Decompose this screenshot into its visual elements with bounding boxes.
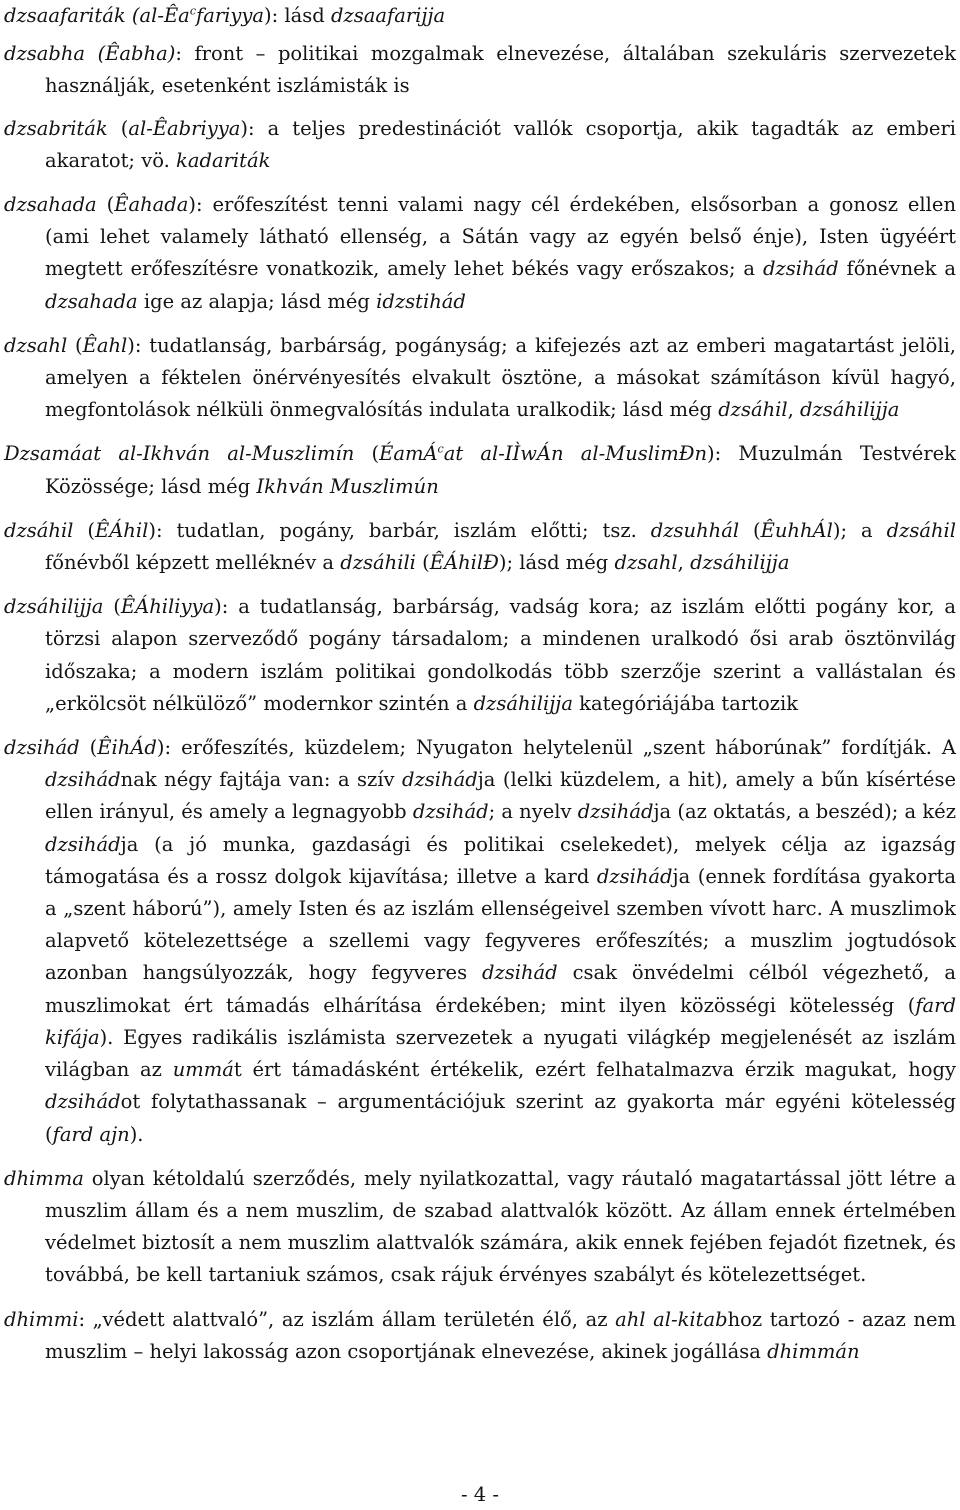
entry-text: ( xyxy=(73,518,95,542)
entry-text: t ért támadásként értékelik, ezért felhatalmazva érzik magukat, hogy xyxy=(233,1058,956,1082)
entry-text: nak négy fajtája van: a szív xyxy=(120,768,403,792)
entry-text: ( xyxy=(79,736,98,760)
entry-text: ( xyxy=(67,333,83,357)
italic-term: c xyxy=(189,4,196,18)
entry-text: ( xyxy=(739,518,761,542)
italic-term: ÊihÁd xyxy=(97,736,157,760)
italic-term: dzsahada xyxy=(45,289,138,313)
entry-text: ): tudatlan, pogány, barbár, iszlám előtti; tsz. xyxy=(148,518,651,542)
italic-term: dzsáhili xyxy=(340,551,416,575)
italic-term: dzsáhil xyxy=(718,398,788,422)
italic-term: dzsuhhál xyxy=(650,518,740,542)
entry-text: ): a tudatlanság, barbárság, vadság kora; az iszlám előtti pogány kor, a törzsi alapon szerveződő pogány társadalom; a mindenen uralkodó ősi arab ösztönvilág időszaka; a modern iszlám politikai gondolkodás több szerzője szerint a vallástalan és „erkölcsöt nélkülöző” modernkor szintén a xyxy=(45,595,957,715)
glossary-entries xyxy=(4,0,956,1368)
italic-term: dzsihád xyxy=(45,768,121,792)
entry-text: ja (ennek fordítása gyakorta a „szent háború”), amely Isten és az iszlám ellenségeivel szemben vívott harc. A muszlimok alapvető kötelezettsége a szellemi vagy fegyveres erőfeszítés; a muszlim jogtudósok azonban hangsúlyozzák, hogy fegyveres xyxy=(45,864,956,985)
italic-term: ÊuhhÁl xyxy=(760,518,833,542)
entry-text: ): erőfeszítés, küzdelem; Nyugaton helytelenül „szent háborúnak” fordítják. A xyxy=(156,736,957,760)
italic-term: ÉamÁ xyxy=(379,442,438,466)
entry-text: ( xyxy=(103,595,121,619)
italic-term: dzsabha (Êabha) xyxy=(4,42,176,66)
italic-term: dhimmi xyxy=(4,1307,79,1331)
entry-text: ). Egyes radikális iszlámista szervezetek a nyugati világkép megjelenését az iszlám világban az xyxy=(45,1025,956,1082)
italic-term: fard ajn xyxy=(52,1122,130,1146)
italic-term: ÊÁhiliyya xyxy=(120,595,215,619)
entry-text: ): Muzulmán Testvérek Közössége; lásd még xyxy=(45,442,956,498)
entry-text: ige az alapja; lásd még xyxy=(137,289,377,313)
entry-text: ): a teljes predestinációt vallók csoportja, akik tagadták az emberi akaratot; vö. xyxy=(45,116,957,172)
entry-text: ): lásd xyxy=(264,4,331,27)
entry-text: ): tudatlanság, barbárság, pogányság; a kifejezés azt az emberi magatartást jelöli, amelyen a féktelen önérvényesítés elvakult ösztöne, a másokat számításon kívül hagyó, megfontolások nélküli önmegvalósítás indulata uralkodik; lásd még xyxy=(45,333,956,422)
italic-term: ahl al-kitab xyxy=(615,1307,728,1331)
italic-term: dzsahl xyxy=(614,551,678,575)
italic-term: al-Êabriyya xyxy=(128,116,241,140)
glossary-entry-dzsihad xyxy=(4,732,956,1151)
glossary-entry-dzsahilijja xyxy=(4,591,956,720)
italic-term: kadariták xyxy=(176,148,271,172)
italic-term: Ikhván Muszlimún xyxy=(256,474,439,498)
entry-text: ); a xyxy=(832,518,887,542)
entry-text: ( xyxy=(415,551,430,575)
glossary-entry-dzsaafaritak xyxy=(4,0,956,32)
entry-text: : front – politikai mozgalmak elnevezése, általában szekuláris szervezetek használják, esetenként iszlámisták is xyxy=(45,42,957,98)
entry-text: , xyxy=(787,398,801,422)
italic-term: dzsáhil xyxy=(886,518,957,542)
italic-term: dzsaafariták (al-Êa xyxy=(4,4,190,27)
italic-term: Êahl xyxy=(82,333,128,357)
entry-text: ); lásd még xyxy=(498,551,615,575)
italic-term: dzsahl xyxy=(4,333,68,357)
italic-term: dzsihád xyxy=(45,832,121,856)
italic-term: ÊÁhilÐ xyxy=(429,551,499,575)
italic-term: fariyya xyxy=(195,4,265,27)
italic-term: dhimma xyxy=(4,1166,84,1190)
entry-text: ja (az oktatás, a beszéd); a kéz xyxy=(653,800,956,824)
italic-term: Dzsamáat al-Ikhván al-Muszlimín xyxy=(4,442,355,466)
glossary-entry-dzsabritak xyxy=(4,113,956,177)
glossary-entry-dhimma xyxy=(4,1163,956,1292)
entry-text: , xyxy=(677,551,691,575)
italic-term: ÊÁhil xyxy=(94,518,149,542)
italic-term: dzsihád xyxy=(4,736,80,760)
entry-text: ja (lelki küzdelem, a hit), amely a bűn kísértése ellen irányul, és amely a legnagyobb xyxy=(45,768,956,824)
italic-term: dzsáhilijja xyxy=(4,595,104,619)
italic-term: dzsáhilijja xyxy=(690,551,790,575)
page-number: - 4 - xyxy=(461,1483,499,1506)
italic-term: dzsahada xyxy=(4,193,97,217)
italic-term: at al-IÌwÁn al-MuslimÐn xyxy=(443,442,708,466)
entry-text: ( xyxy=(107,116,129,140)
italic-term: dhimmán xyxy=(767,1339,860,1363)
entry-text: csak önvédelmi célból végezhető, a muszlimokat ért támadás elhárítása érdekében; mint ilyen közösségi kötelesség ( xyxy=(45,961,956,1017)
italic-term: dzsihád xyxy=(482,961,558,985)
entry-text: ja (a jó munka, gazdasági és politikai cselekedet), melyek célja az igazság támogatása és a rossz dolgok kijavítása; illetve a kard xyxy=(45,832,956,888)
entry-text: ( xyxy=(354,442,380,466)
entry-text: hoz tartozó - azaz nem muszlim – helyi lakosság azon csoportjának elnevezése, akinek jogállása xyxy=(45,1307,956,1363)
glossary-entry-dhimmi xyxy=(4,1304,956,1368)
entry-text: ot folytathassanak – argumentációjuk szerint az gyakorta már egyéni kötelesség ( xyxy=(45,1090,956,1146)
entry-text: kategóriájába tartozik xyxy=(572,691,799,715)
italic-term: idzstihád xyxy=(376,289,466,313)
entry-text: ; a nyelv xyxy=(488,800,578,824)
entry-text: ( xyxy=(96,193,115,217)
italic-term: c xyxy=(437,442,444,456)
italic-term: dzsáhilijja xyxy=(800,398,900,422)
italic-term: dzsáhilijja xyxy=(473,691,573,715)
italic-term: dzsáhil xyxy=(4,518,74,542)
italic-term: Êahada xyxy=(114,193,189,217)
glossary-entry-dzsamaat-al-ikhvan xyxy=(4,438,956,502)
italic-term: dzsihád xyxy=(596,864,673,888)
italic-term: dzsabriták xyxy=(4,116,108,140)
entry-text: ). xyxy=(129,1122,144,1146)
italic-term: fard kifája xyxy=(45,993,956,1049)
entry-text: : „védett alattvaló”, az iszlám állam területén élő, az xyxy=(78,1307,616,1331)
entry-text: főnévből képzett melléknév a xyxy=(45,551,341,575)
italic-term: dzsaafarijja xyxy=(330,4,446,27)
glossary-entry-dzsahl xyxy=(4,330,956,427)
entry-text: főnévnek a xyxy=(838,257,956,281)
entry-text: olyan kétoldalú szerződés, mely nyilatkozattal, vagy ráutaló magatartással jött létre a muszlim állam és a nem muszlim, de szabad alattvalók között. Az állam ennek értelmében védelmet biztosít a nem muszlim alattvalók számára, akik ennek fejében fejadót fizetnek, és továbbá, be kell tartaniuk számos, csak rájuk érvényes szabályt és kötelezettséget. xyxy=(45,1166,956,1287)
italic-term: dzsihád xyxy=(402,768,478,792)
glossary-entry-dzsabha xyxy=(4,38,956,102)
italic-term: dzsihád xyxy=(577,800,654,824)
glossary-entry-dzsahada xyxy=(4,189,956,318)
entry-text: ): erőfeszítést tenni valami nagy cél érdekében, elsősorban a gonosz ellen (ami lehet valamely látható ellenség, a Sátán vagy az egyén belső énje), Isten ügyéért megtett erőfeszítésre vonatkozik, amely lehet békés vagy erőszakos; a xyxy=(45,193,956,281)
italic-term: dzsihád xyxy=(762,257,839,281)
glossary-entry-dzsahil xyxy=(4,515,956,579)
italic-term: dzsihád xyxy=(45,1090,121,1114)
italic-term: ummá xyxy=(172,1058,234,1082)
italic-term: dzsihád xyxy=(412,800,489,824)
